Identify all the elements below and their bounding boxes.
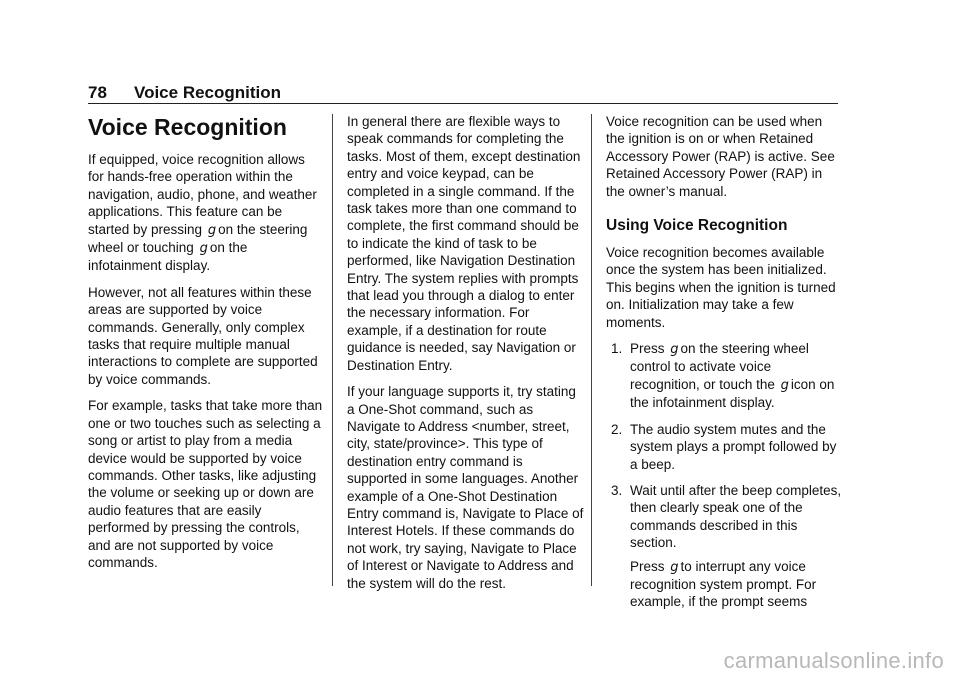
intro-paragraph: If equipped, voice recognition allows for hands-free operation within the navigation, audio, phone, and weather applications. This feature can be started by pressing g on the steering wheel or touching g on the infotainment display.	[88, 152, 317, 274]
section-title: Voice Recognition	[134, 83, 282, 102]
voice-button-icon: g	[670, 342, 679, 358]
column-2	[347, 113, 585, 601]
steps-list	[606, 340, 842, 611]
voice-button-icon: g	[780, 377, 789, 393]
paragraph: However, not all features within these areas are supported by voice commands. Generally, only complex tasks that require multiple manual interactions to complete are supported by voice commands.	[88, 284, 318, 387]
page-title: Voice Recognition	[88, 114, 287, 140]
voice-button-icon: g	[199, 241, 208, 257]
column-divider-2	[591, 114, 592, 586]
column-1	[88, 113, 324, 580]
page-number: 78	[88, 83, 107, 102]
voice-button-icon: g	[207, 222, 217, 238]
paragraph: For example, tasks that take more than one or two touches such as selecting a song or artist to play from a media device would be supported by voice commands. Other tasks, like adjusting the volume or seeking up or down are audio features that are easily performed by pressing the controls, and are not supported by voice commands.	[88, 398, 323, 570]
paragraph: Voice recognition becomes available once the system has been initialized. This begins when the ignition is turned on. Initialization may take a few moments.	[606, 245, 836, 330]
paragraph: If your language supports it, try stating a One-Shot command, such as Navigate to Address <number, street, city, state/province>. This type of destination entry command is supported in some languages. Another example of a One-Shot Destination Entry command is, Navigate to Place of Interest Hotels. If these commands do not work, try saying, Navigate to Place of Interest or Navigate to Address and the system will do the rest.	[347, 384, 584, 591]
paragraph: Voice recognition can be used when the ignition is on or when Retained Accessory Power (RAP) is active. See Retained Accessory Power (RAP) in the owner’s manual.	[606, 114, 835, 199]
column-divider-1	[332, 114, 333, 586]
list-item: 1. Press g on the steering wheel control to activate voice recognition, or touch the g icon on the infotainment display.	[611, 341, 835, 411]
list-item: 2. The audio system mutes and the system plays a prompt followed by a beep.	[611, 421, 837, 472]
voice-button-icon: g	[670, 559, 679, 575]
watermark: carmanualsonline.info	[723, 648, 944, 673]
header-rule	[88, 103, 838, 104]
paragraph: In general there are flexible ways to speak commands for completing the tasks. Most of them, except destination entry and voice keypad, can be completed in a single command. If the task takes more than one command to complete, the first command should be to indicate the kind of task to be performed, like Navigation Destination Entry. The system replies with prompts that lead you through a dialog to enter the necessary information. For example, if a destination for route guidance is needed, say Navigation or Destination Entry.	[347, 114, 581, 373]
list-item: 3. Wait until after the beep completes, then clearly speak one of the commands described in this section. Press g to interrupt any voice recognition system prompt. For example, if the prompt seems	[611, 482, 842, 610]
subsection-title: Using Voice Recognition	[606, 217, 788, 235]
column-3	[606, 113, 842, 620]
page-header	[88, 82, 838, 104]
